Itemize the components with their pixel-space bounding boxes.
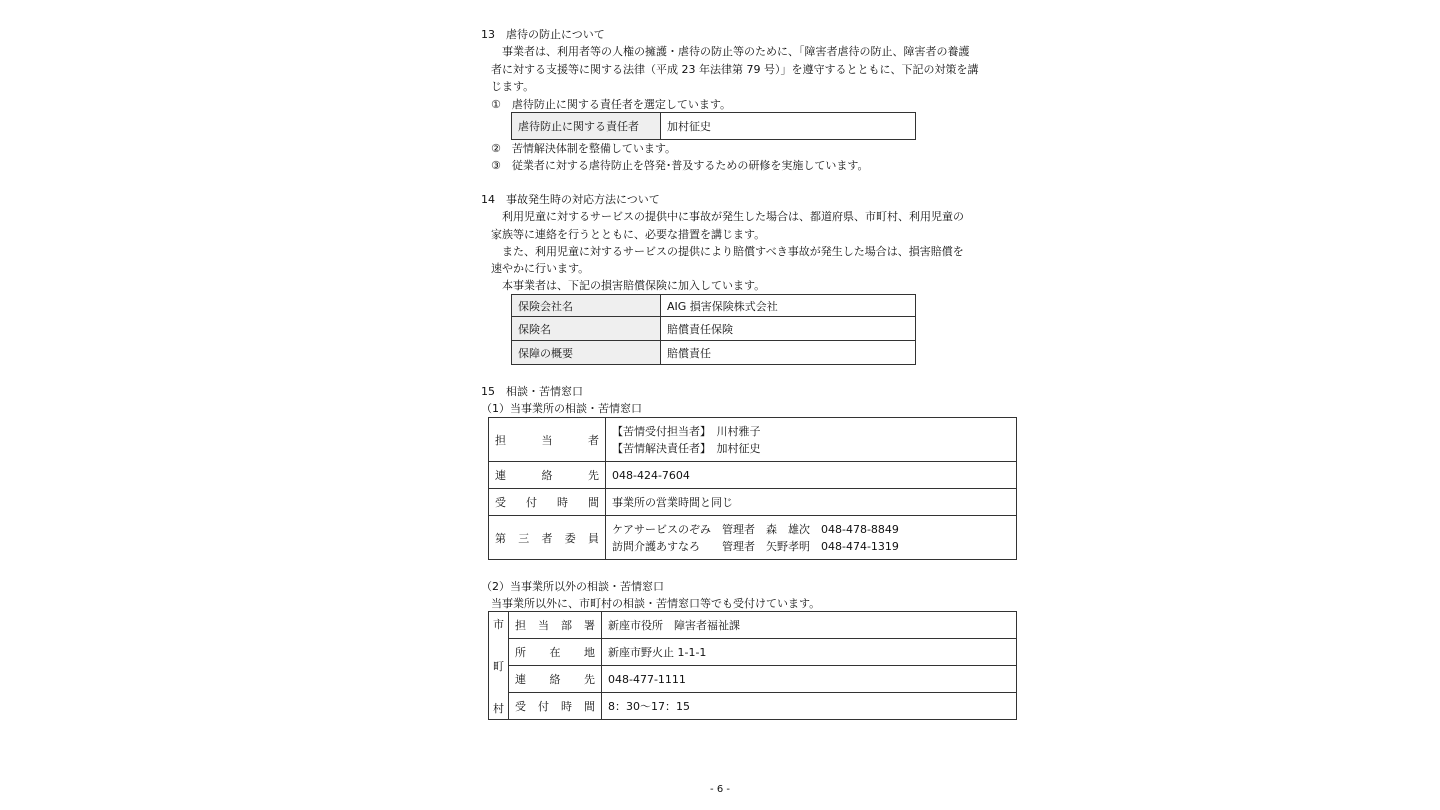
- row-label: 連絡先: [509, 666, 602, 693]
- in-house-contact-table: [488, 417, 1017, 560]
- section-13-item-1: ① 虐待防止に関する責任者を選定しています。: [491, 98, 731, 111]
- insurance-value: 賠償責任: [661, 341, 916, 365]
- table-row: [489, 612, 1017, 639]
- row-label: 受付時間: [489, 489, 606, 516]
- insurance-table: [511, 294, 916, 365]
- section-14-paragraph-line: 速やかに行います。: [491, 262, 590, 275]
- table-row: [489, 693, 1017, 720]
- section-14-paragraph-line: 本事業者は、下記の損害賠償保険に加入しています。: [491, 279, 766, 292]
- row-value: [606, 418, 1017, 462]
- row-value: 8：30～17：15: [602, 693, 1017, 720]
- table-row: [512, 295, 916, 317]
- group-char: 市: [493, 617, 504, 631]
- table-row: [489, 418, 1017, 462]
- section-15-sub-2-text: 当事業所以外に、市町村の相談・苦情窓口等でも受付けています。: [491, 597, 821, 610]
- section-14-heading: 14 事故発生時の対応方法について: [481, 193, 660, 206]
- row-value: 048-477-1111: [602, 666, 1017, 693]
- section-15-sub-1: （1）当事業所の相談・苦情窓口: [481, 402, 642, 415]
- row-label: 担当部署: [509, 612, 602, 639]
- row-label: 連絡先: [489, 462, 606, 489]
- section-13-paragraph-line: 者に対する支援等に関する法律（平成 23 年法律第 79 号）」を遵守するとともに、下記の対策を講: [491, 63, 979, 76]
- municipal-contact-table: [488, 611, 1017, 720]
- municipality-group-cell: [489, 612, 509, 720]
- table-row: [489, 639, 1017, 666]
- section-14-paragraph-line: 家族等に連絡を行うとともに、必要な措置を講じます。: [491, 228, 766, 241]
- section-13-paragraph-line: 事業者は、利用者等の人権の擁護・虐待の防止等のために、「障害者虐待の防止、障害者の養護: [491, 45, 970, 58]
- insurance-label: 保険名: [512, 317, 661, 341]
- table-row: [512, 317, 916, 341]
- insurance-label: 保障の概要: [512, 341, 661, 365]
- group-char: 町: [493, 659, 504, 673]
- page-number: - 6 -: [710, 784, 730, 795]
- row-value: 048-424-7604: [606, 462, 1017, 489]
- section-14-paragraph-line: 利用児童に対するサービスの提供中に事故が発生した場合は、都道府県、市町村、利用児童の: [491, 210, 964, 223]
- row-label: 所在地: [509, 639, 602, 666]
- table-row: [512, 341, 916, 365]
- section-15-heading: 15 相談・苦情窓口: [481, 385, 583, 398]
- row-label: 受付時間: [509, 693, 602, 720]
- row-value: [606, 516, 1017, 560]
- section-15-sub-2: （2）当事業所以外の相談・苦情窓口: [481, 580, 664, 593]
- row-label: 第三者委員: [489, 516, 606, 560]
- table-row: [489, 516, 1017, 560]
- section-13-item-3: ③ 従業者に対する虐待防止を啓発･普及するための研修を実施しています。: [491, 159, 869, 172]
- insurance-value: AIG 損害保険株式会社: [661, 295, 916, 317]
- table-row: [489, 489, 1017, 516]
- table-row: [489, 462, 1017, 489]
- section-13-paragraph-line: じます。: [491, 80, 535, 93]
- complaint-contact-line: 【苦情解決責任者】 加村征史: [612, 441, 761, 455]
- section-14-paragraph-line: また、利用児童に対するサービスの提供により賠償すべき事故が発生した場合は、損害賠償を: [491, 245, 964, 258]
- row-value: 事業所の営業時間と同じ: [606, 489, 1017, 516]
- table-row: [512, 113, 916, 140]
- insurance-value: 賠償責任保険: [661, 317, 916, 341]
- row-value: 新座市役所 障害者福祉課: [602, 612, 1017, 639]
- complaint-contact-line: 【苦情受付担当者】 川村雅子: [612, 424, 761, 438]
- third-party-line: 訪問介護あすなろ 管理者 矢野孝明 048-474-1319: [612, 539, 899, 553]
- abuse-officer-label: 虐待防止に関する責任者: [512, 113, 661, 140]
- section-13-item-2: ② 苦情解決体制を整備しています。: [491, 142, 676, 155]
- row-label: 担当者: [489, 418, 606, 462]
- table-row: [489, 666, 1017, 693]
- abuse-officer-table: [511, 112, 916, 140]
- abuse-officer-value: 加村征史: [661, 113, 916, 140]
- row-value: 新座市野火止 1-1-1: [602, 639, 1017, 666]
- third-party-line: ケアサービスのぞみ 管理者 森 雄次 048-478-8849: [612, 522, 899, 536]
- group-char: 村: [493, 701, 504, 715]
- section-13-heading: 13 虐待の防止について: [481, 28, 605, 41]
- insurance-label: 保険会社名: [512, 295, 661, 317]
